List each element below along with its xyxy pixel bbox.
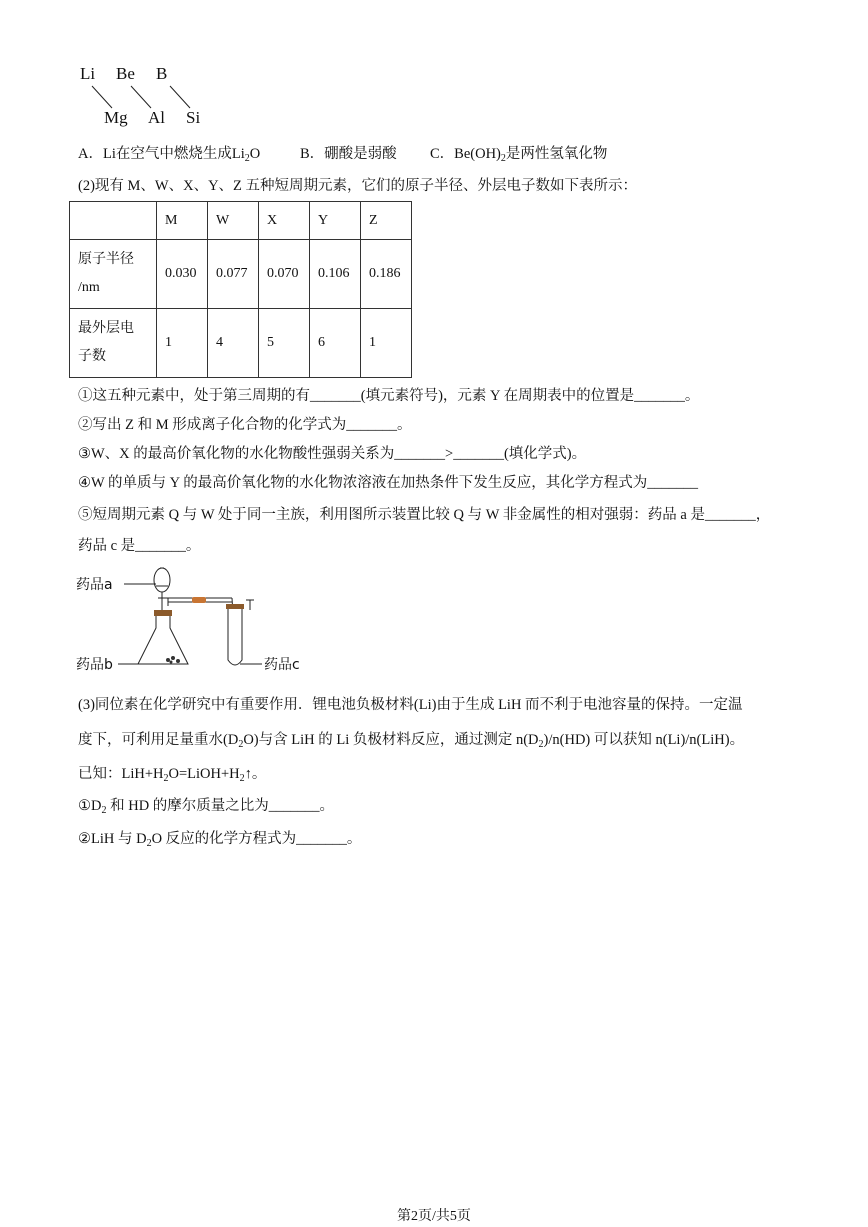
q3-i2-part1: ②LiH 与 D — [78, 831, 147, 847]
table-cell: 0.070 — [259, 240, 310, 309]
table-cell: 0.106 — [310, 240, 361, 309]
q3-i1-sub: 2 — [101, 805, 107, 816]
q3-p2-part3: )/n(HD) 可以获知 n(Li)/n(LiH)。 — [543, 732, 745, 748]
q3-p2-part1: 度下，可利用足量重水(D — [78, 732, 239, 748]
q3-i2-sub: 2 — [146, 838, 152, 849]
table-header-cell — [70, 202, 157, 240]
label-a: 药品a — [76, 577, 113, 593]
radius-label-2: /nm — [78, 280, 100, 295]
table-cell: 0.030 — [157, 240, 208, 309]
table-header-cell: M — [157, 202, 208, 240]
q3-p2-part2: O)与含 LiH 的 Li 负极材料反应，通过测定 n(D — [243, 732, 539, 748]
q2-item-4: ④W 的单质与 Y 的最高价氧化物的水化物浓溶液在加热条件下发生反应，其化学方程式为_______ — [78, 475, 698, 491]
option-a-sub: 2 — [244, 153, 250, 164]
q3-item-2 — [78, 827, 361, 848]
q2-item-5a: ⑤短周期元素 Q 与 W 处于同一主族，利用图所示装置比较 Q 与 W 非金属性的相对强弱：药品 a 是_______， — [78, 507, 771, 523]
q3-para-2 — [78, 728, 744, 749]
label-c: 药品c — [264, 657, 300, 673]
option-c-tail: 是两性氢氧化物 — [505, 146, 608, 162]
known-part3: ↑。 — [244, 766, 267, 782]
table-header-cell: W — [208, 202, 259, 240]
q3-i2-part2: O 反应的化学方程式为_______。 — [151, 831, 362, 847]
table-row — [70, 309, 412, 378]
q2-item-2: ②写出 Z 和 M 形成离子化合物的化学式为_______。 — [78, 417, 412, 433]
apparatus-figure — [76, 560, 316, 678]
table-row — [70, 240, 412, 309]
q2-item-5b: 药品 c 是_______。 — [78, 538, 201, 554]
q3-item-1 — [78, 794, 334, 815]
q3-i1-part2: 和 HD 的摩尔质量之比为_______。 — [106, 798, 335, 814]
element-mg: Mg — [104, 108, 128, 127]
element-si: Si — [186, 108, 201, 127]
known-part2: O=LiOH+H — [168, 766, 240, 782]
table-cell: 0.186 — [361, 240, 412, 309]
table-row-label — [70, 240, 157, 309]
electron-label-1: 最外层电 — [78, 321, 134, 336]
option-c-text: C．Be(OH) — [430, 146, 501, 162]
table-row-label — [70, 309, 157, 378]
element-be: Be — [116, 64, 135, 83]
q3-i1-part1: ①D — [78, 798, 102, 814]
electron-label-2: 子数 — [78, 349, 106, 364]
element-diagonal-diagram — [76, 64, 216, 130]
table-header-cell: X — [259, 202, 310, 240]
known-part1: 已知：LiH+H — [78, 766, 164, 782]
q3-p2-sub1: 2 — [238, 739, 244, 750]
q2-item-3: ③W、X 的最高价氧化物的水化物酸性强弱关系为_______>_______(填化学式)。 — [78, 446, 587, 462]
element-li: Li — [80, 64, 96, 83]
option-a — [78, 142, 260, 163]
page-footer: 第2页/共5页 — [397, 1209, 471, 1224]
table-cell: 5 — [259, 309, 310, 378]
q3-p2-sub2: 2 — [538, 739, 544, 750]
option-c — [430, 142, 607, 163]
q2-item-1: ①这五种元素中，处于第三周期的有_______(填元素符号)，元素 Y 在周期表中的位置是_______。 — [78, 388, 700, 404]
option-c-sub: 2 — [500, 153, 506, 164]
element-table — [69, 201, 412, 378]
table-cell: 0.077 — [208, 240, 259, 309]
element-b: B — [156, 64, 168, 83]
table-cell: 1 — [157, 309, 208, 378]
radius-label-1: 原子半径 — [78, 252, 134, 267]
q3-para-1: (3)同位素在化学研究中有重要作用．锂电池负极材料(Li)由于生成 LiH 而不利于电池容量的保持。一定温 — [78, 697, 743, 713]
option-a-tail: O — [249, 146, 261, 162]
table-header-row — [70, 202, 412, 240]
element-al: Al — [148, 108, 165, 127]
known-sub2: 2 — [239, 773, 245, 784]
q2-intro: (2)现有 M、W、X、Y、Z 五种短周期元素，它们的原子半径、外层电子数如下表所示： — [78, 178, 638, 194]
table-cell: 6 — [310, 309, 361, 378]
q3-known — [78, 762, 266, 783]
option-b: B．硼酸是弱酸 — [300, 146, 397, 162]
option-a-text: A．Li在空气中燃烧生成Li — [78, 146, 245, 162]
table-cell: 4 — [208, 309, 259, 378]
table-header-cell: Y — [310, 202, 361, 240]
table-cell: 1 — [361, 309, 412, 378]
label-b: 药品b — [76, 657, 113, 673]
table-header-cell: Z — [361, 202, 412, 240]
known-sub1: 2 — [163, 773, 169, 784]
